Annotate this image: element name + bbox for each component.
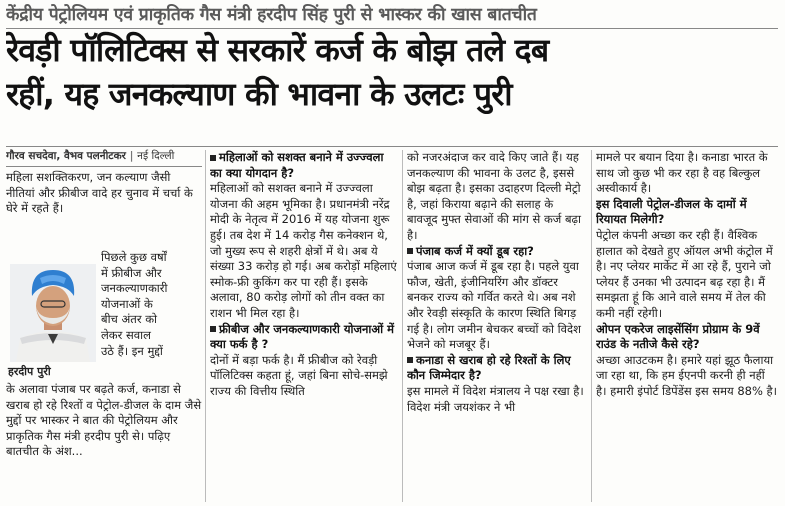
col4 [596, 150, 778, 502]
byline: गौरव सचदेवा, वैभव पलनीटकर | नई दिल्ली [6, 150, 175, 162]
photo-caption: हरदीप पुरी [8, 365, 51, 378]
column-divider [402, 150, 403, 502]
col1-intro [6, 170, 202, 250]
question-5: इस दिवाली पेट्रोल-डीजल के दामों में रियायत मिलेगी? [596, 196, 747, 227]
wrap-line: उठे हैं। इन मुद्दों [101, 343, 163, 358]
col2 [210, 150, 398, 502]
bullet-square-icon [407, 357, 413, 363]
column-divider [591, 150, 592, 502]
kicker-line: केंद्रीय पेट्रोलियम एवं प्राकृतिक गैस मंत्री हरदीप सिंह पुरी से भास्कर की खास बातचीत [6, 5, 537, 25]
answer-4-continued: मामले पर बयान दिया है। कनाडा भारत के साथ जो कुछ भी कर रहा है वह बिल्कुल अस्वीकार्य है। [596, 150, 768, 196]
question-2: फ्रीबीज और जनकल्याणकारी योजनाओं में क्या फर्क है ? [210, 321, 395, 352]
bullet-square-icon [210, 326, 216, 332]
col1-rest [6, 382, 202, 502]
answer-4: इस मामले में विदेश मंत्रालय ने पक्ष रखा है। विदेश मंत्री जयशंकर ने भी [407, 383, 584, 414]
headline-line-2: रहीं, यह जनकल्याण की भावना के उलटः पुरी [6, 75, 512, 113]
wrap-line: योजनाओं के [101, 296, 153, 311]
bullet-square-icon [210, 155, 216, 161]
intro-paragraph: महिला सशक्तिकरण, जन कल्याण जैसी नीतियां और फ्रीबीज वादे हर चुनाव में चर्चा के घेरे में रहते हैं। [6, 170, 193, 216]
wrap-line: लेकर सवाल [101, 327, 151, 342]
answer-1: महिलाओं को सशक्त बनाने में उज्ज्वला योजना की अहम भूमिका है। प्रधानमंत्री नरेंद्र मोदी के नेतृत्व में 2016 में यह योजना शुरू हुई। तब देश में 14 करोड़ गैस कनेक्शन थे, जो मुख्य रूप से शहरी क्षेत्रों में थे। अब ये संख्या 33 करोड़ हो गई। अब करोड़ों महिलाएं स्मोक-फ्री कुकिंग कर पा रही हैं। इसके अलावा, 80 करोड़ लोगों को तीन वक्त का राशन भी मिल रहा है। [210, 181, 397, 320]
question-1: महिलाओं को सशक्त बनाने में उज्ज्वला का क्या योगदान है? [210, 150, 384, 180]
question-6: ओपन एकरेज लाइसेंसिंग प्रोग्राम के 9वें राउंड के नतीजे कैसे रहे? [596, 321, 760, 352]
answer-3: पंजाब आज कर्ज में डूब रहा है। पहले युवा फौज, खेती, इंजीनियरिंग और डॉक्टर बनकर राज्य को गर्वित करते थे। अब नशे और रेवड़ी संस्कृति के कारण स्थिति बिगड़ गई है। लोग जमीन बेचकर बच्चों को विदेश भेजने को मजबूर हैं। [407, 259, 581, 352]
headline-line-1: रेवड़ी पॉलिटिक्स से सरकारें कर्ज के बोझ तले दब [6, 31, 549, 69]
answer-2-continued: को नजरअंदाज कर वादे किए जाते हैं। यह जनकल्याण की भावना के उलट है, इससे बोझ बढ़ता है। इसका उदाहरण दिल्ली मेट्रो है, जहां किराया बढ़ाने की सलाह के बावजूद मुफ्त सेवाओं की मांग से कर्ज बढ़ा है। [407, 150, 581, 242]
byline-place: नई दिल्ली [137, 150, 175, 162]
col3 [407, 150, 587, 502]
question-4: कनाडा से खराब हो रहे रिश्तों के लिए कौन जिम्मेदार है? [407, 352, 571, 383]
hardeep-puri-photo [10, 264, 96, 362]
portrait-illustration [10, 264, 96, 362]
byline-authors: गौरव सचदेवा, वैभव पलनीटकर [6, 150, 126, 162]
wrap-line: जनकल्याणकारी [101, 281, 168, 296]
answer-5: पेट्रोल कंपनी अच्छा कर रही हैं। वैश्विक हालात को देखते हुए ऑयल अभी कंट्रोल में है। नए प्लेयर मार्केट में आ रहे हैं, पुराने जो प्लेयर हैं उनका भी उत्पादन बढ़ रहा है। मैं समझता हूं कि आने वाले समय में तेल की कमी नहीं रहेगी। [596, 227, 773, 320]
kicker-divider [6, 28, 778, 29]
question-3: पंजाब कर्ज में क्यों डूब रहा? [407, 244, 587, 260]
wrap-line: में फ्रीबीज और [101, 265, 162, 280]
headline-divider [6, 146, 778, 147]
wrap-line: बीच अंतर को [101, 312, 158, 327]
wrap-line: पिछले कुछ वर्षों [101, 250, 167, 264]
byline-divider [6, 166, 202, 167]
column-divider [205, 150, 206, 502]
bullet-square-icon [407, 248, 413, 254]
col1-wrap-text [101, 250, 201, 368]
answer-2: दोनों में बड़ा फर्क है। मैं फ्रीबीज को रेवड़ी पॉलिटिक्स कहता हूं, जहां बिना सोचे-समझे राज्य की वित्तीय स्थिति [210, 352, 388, 398]
answer-6: अच्छा आउटकम है। हमारे यहां झूठ फैलाया जा रहा था, कि हम ईएनपी करनी ही नहीं है। हमारी इंपोर्ट डिपेंडेंस इस समय 88% है। [596, 352, 778, 398]
rest-paragraph: के अलावा पंजाब पर बढ़ते कर्ज, कनाडा से खराब हो रहे रिश्तों व पेट्रोल-डीजल के दाम जैसे मुद्दों पर भास्कर ने बात की पेट्रोलियम और प्राकृतिक गैस मंत्री हरदीप पुरी से। पढ़िए बातचीत के अंश... [6, 382, 202, 459]
